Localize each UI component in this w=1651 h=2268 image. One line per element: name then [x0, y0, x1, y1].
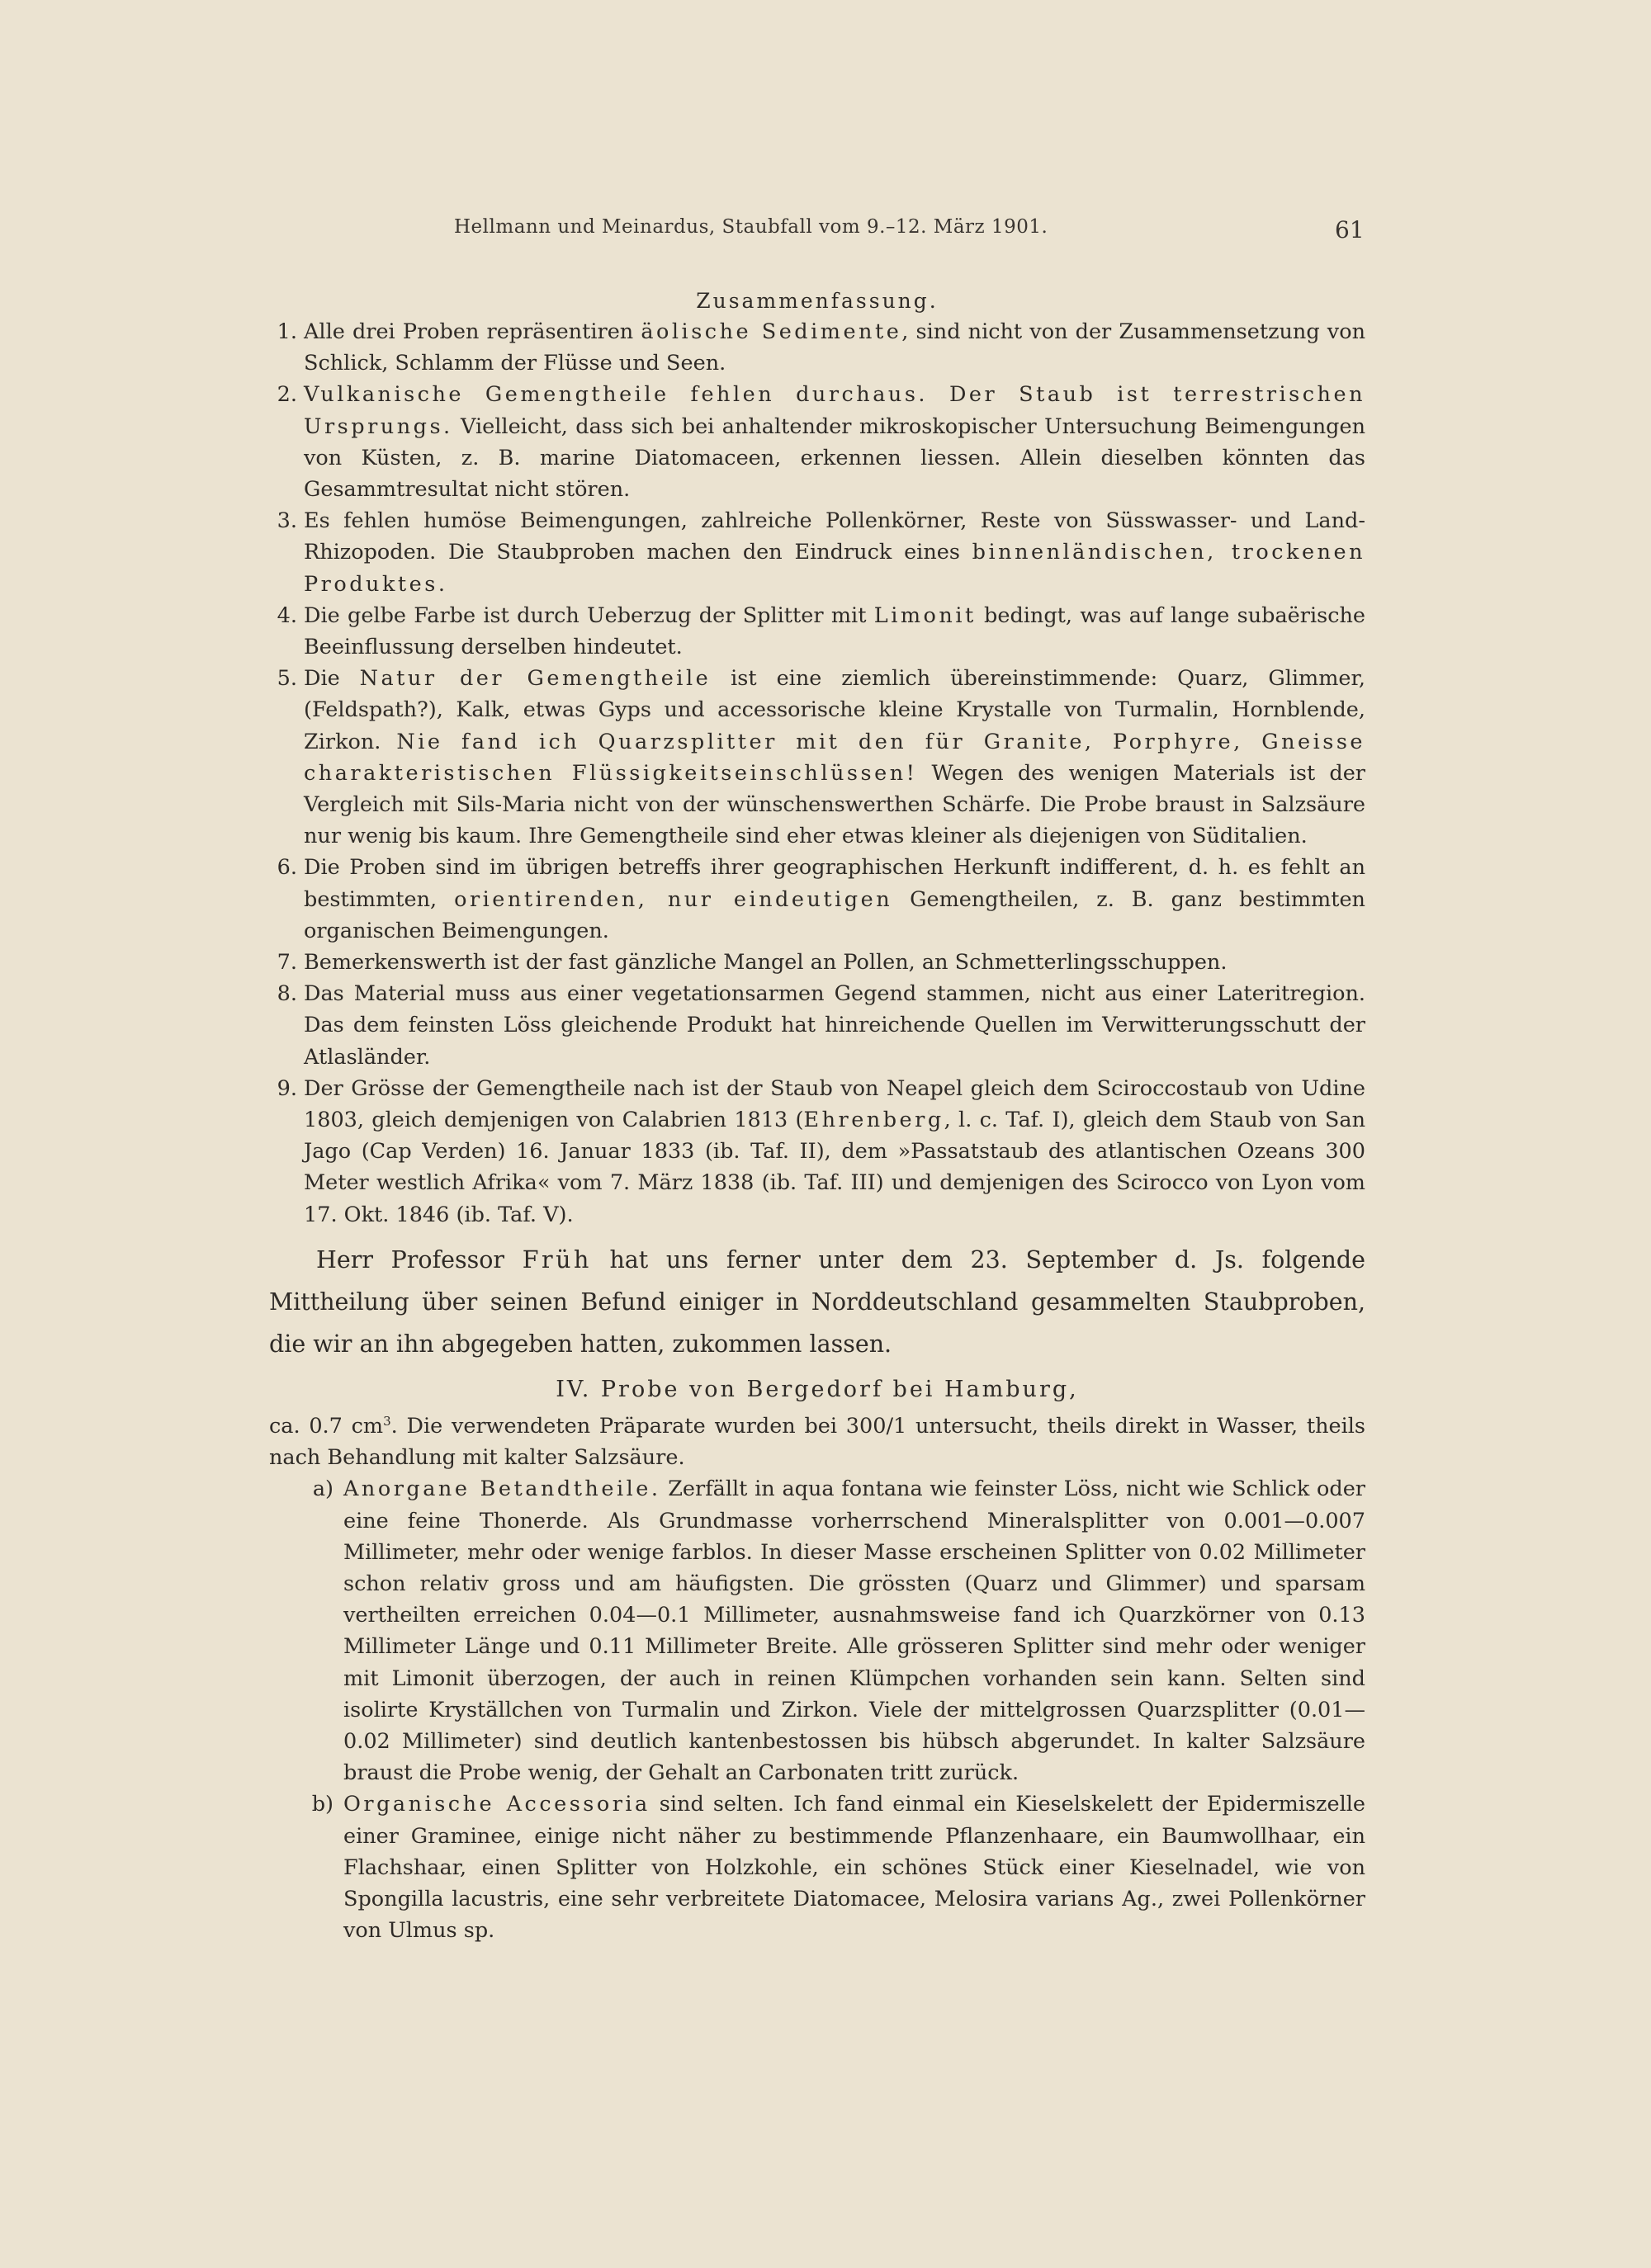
item-text: Das Material muss aus einer vegetationsarmen Gegend stammen, nicht aus einer Lateritregion. Das dem feinsten Löss gleichende Produkt hat hinreichende Quellen im Verwitterungsschutt der Atlasländer. [304, 981, 1365, 1070]
summary-item [269, 978, 1365, 1073]
item-emphasis: Ehrenberg [803, 1108, 944, 1133]
item-text: ist eine ziemlich übereinstimmende: Quarz, Glimmer, (Feldspath?), Kalk, etwas Gyps und accessorische kleine Krystalle von Turmalin, Hornblende, Zirkon. [304, 666, 1365, 754]
item-text: Der Grösse der Gemengtheile nach ist der Staub von Neapel gleich dem Sciroccostaub von Udine 1803, gleich demjenigen von Calabrien 1813 ( [304, 1075, 1365, 1133]
item-letter: b) [311, 1792, 334, 1817]
item-emphasis: Limonit [873, 602, 977, 628]
item-number: 2. [277, 382, 297, 408]
item-text: , l. c. Taf. I), gleich dem Staub von San Jago (Cap Verden) 16. Januar 1833 (ib. Taf. II), dem »Passatstaub des atlantischen Ozeans 300 Meter westlich Afrika« vom 7. März 1838 (ib. Taf. III) und demjenigen des Scirocco von Lyon vom 17. Okt. 1846 (ib. Taf. V). [304, 1108, 1365, 1227]
probe-lead-text: . Die verwendeten Präparate wurden bei 300/1 untersucht, theils direkt in Wasser, theils nach Behandlung mit kalter Salzsäure. [269, 1413, 1365, 1471]
intro-text: hat uns ferner unter dem 23. September d. Js. folgende Mittheilung über seinen Befund einiger in Norddeutschland gesammelten Staubproben, die wir an ihn abgegeben hatten, zukommen lassen. [269, 1245, 1365, 1358]
item-emphasis: Vulkanische Gemengtheile fehlen durchaus. Der Staub ist terrestrischen Ursprungs. [304, 382, 1365, 439]
item-text: Es fehlen humöse Beimengungen, zahlreiche Pollenkörner, Reste von Süsswasser- und Land-Rhizopoden. Die Staubproben machen den Eindruck eines [304, 508, 1365, 565]
item-number: 9. [277, 1075, 297, 1101]
section-title: Zusammenfassung. [696, 289, 939, 313]
summary-item [269, 600, 1365, 663]
item-number: 3. [277, 508, 297, 534]
summary-item [269, 947, 1365, 978]
item-number: 7. [277, 950, 297, 976]
item-number: 8. [277, 981, 297, 1007]
page-number: 61 [1335, 216, 1365, 243]
probe-lead-superscript: 3 [383, 1413, 391, 1429]
item-text: Gemengtheilen, z. B. ganz bestimmten organischen Beimengungen. [304, 886, 1365, 943]
probe-list [307, 1473, 1365, 1946]
summary-section [269, 289, 1365, 1946]
item-emphasis: Organische Accessoria [343, 1792, 650, 1817]
item-emphasis: binnenländischen, trockenen Produktes. [304, 540, 1365, 597]
summary-item [269, 1073, 1365, 1231]
intro-paragraph [269, 1239, 1365, 1365]
item-text [381, 730, 396, 754]
item-emphasis: Nie fand ich Quarzsplitter mit den für Granite, Porphyre, Gneisse charakteristischen Flüssigkeitseinschlüssen! [304, 729, 1365, 786]
item-text: Zerfällt in aqua fontana wie feinster Löss, nicht wie Schlick oder eine feine Thonerde. Als Grundmasse vorherrschend Mineralsplitter von 0.001—0.007 Millimeter, mehr oder wenige farblos. In dieser Masse erscheinen Splitter von 0.02 Millimeter schon relativ gross und am häufigsten. Die grössten (Quarz und Glimmer) und sparsam vertheilten erreichen 0.04—0.1 Millimeter, ausnahmsweise fand ich Quarzkörner von 0.13 Millimeter Länge und 0.11 Millimeter Breite. Alle grösseren Splitter sind mehr oder weniger mit Limonit überzogen, der auch in reinen Klümpchen vorhanden sein kann. Selten sind isolirte Kryställchen von Turmalin und Zirkon. Viele der mittelgrossen Quarzsplitter (0.01—0.02 Millimeter) sind deutlich kantenbestossen bis hübsch abgerundet. In kalter Salzsäure braust die Probe wenig, der Gehalt an Carbonaten tritt zurück. [343, 1477, 1365, 1786]
intro-text: Herr Professor [316, 1245, 523, 1273]
summary-item [269, 505, 1365, 600]
summary-item [269, 663, 1365, 852]
summary-item [269, 852, 1365, 947]
item-text: Die [304, 666, 360, 692]
running-head: Hellmann und Meinardus, Staubfall vom 9.–12. März 1901. [454, 216, 1048, 238]
item-number: 4. [277, 602, 297, 628]
probe-lead-text: ca. 0.7 cm [269, 1413, 384, 1439]
item-text: Vielleicht, dass sich bei anhaltender mikroskopischer Untersuchung Beimengungen von Küsten, z. B. marine Diatomaceen, erkennen liessen. Allein dieselben könnten das Gesammtresultat nicht stören. [304, 413, 1365, 503]
item-text: sind selten. Ich fand einmal ein Kieselskelett der Epidermiszelle einer Graminee, einige nicht näher zu bestimmende Pflanzenhaare, ein Baumwollhaar, ein Flachshaar, einen Splitter von Holzkohle, ein schönes Stück einer Kieselnadel, wie von Spongilla lacustris, eine sehr verbreitete Diatomacee, Melosira varians Ag., zwei Pollenkörner von Ulmus sp. [343, 1792, 1365, 1944]
probe-lead [269, 1406, 1365, 1473]
item-emphasis: Anorgane Betandtheile. [343, 1477, 661, 1502]
summary-list [269, 316, 1365, 1231]
item-letter: a) [312, 1477, 334, 1502]
probe-title: IV. Probe von Bergedorf bei Hamburg, [556, 1376, 1079, 1402]
person-name: Früh [522, 1245, 592, 1273]
item-text: , sind nicht von der Zusammensetzung von Schlick, Schlamm der Flüsse und Seen. [304, 319, 1365, 376]
item-emphasis: äolische Sedimente [641, 319, 902, 344]
item-text: bedingt, was auf lange subaërische Beeinflussung derselben hindeutet. [304, 602, 1365, 660]
summary-item [269, 379, 1365, 505]
item-number: 6. [277, 855, 297, 881]
probe-item [307, 1473, 1365, 1788]
probe-item [307, 1788, 1365, 1946]
item-number: 5. [277, 666, 297, 692]
item-text: Bemerkenswerth ist der fast gänzliche Mangel an Pollen, an Schmetterlingsschuppen. [304, 950, 1228, 976]
summary-item [269, 316, 1365, 379]
item-text: Die gelbe Farbe ist durch Ueberzug der Splitter mit [304, 602, 874, 628]
item-text: Alle drei Proben repräsentiren [304, 319, 641, 344]
item-text: Wegen des wenigen Materials ist der Vergleich mit Sils-Maria nicht von der wünschenswerthen Schärfe. Die Probe braust in Salzsäure nur wenig bis kaum. Ihre Gemengtheile sind eher etwas kleiner als diejenigen von Süditalien. [304, 760, 1365, 849]
item-number: 1. [277, 319, 297, 344]
item-emphasis: Natur der Gemengtheile [359, 666, 712, 692]
item-text: Die Proben sind im übrigen betreffs ihrer geographischen Herkunft indifferent, d. h. es fehlt an bestimmten, [304, 855, 1365, 912]
item-emphasis: orientirenden, nur eindeutigen [454, 886, 893, 912]
